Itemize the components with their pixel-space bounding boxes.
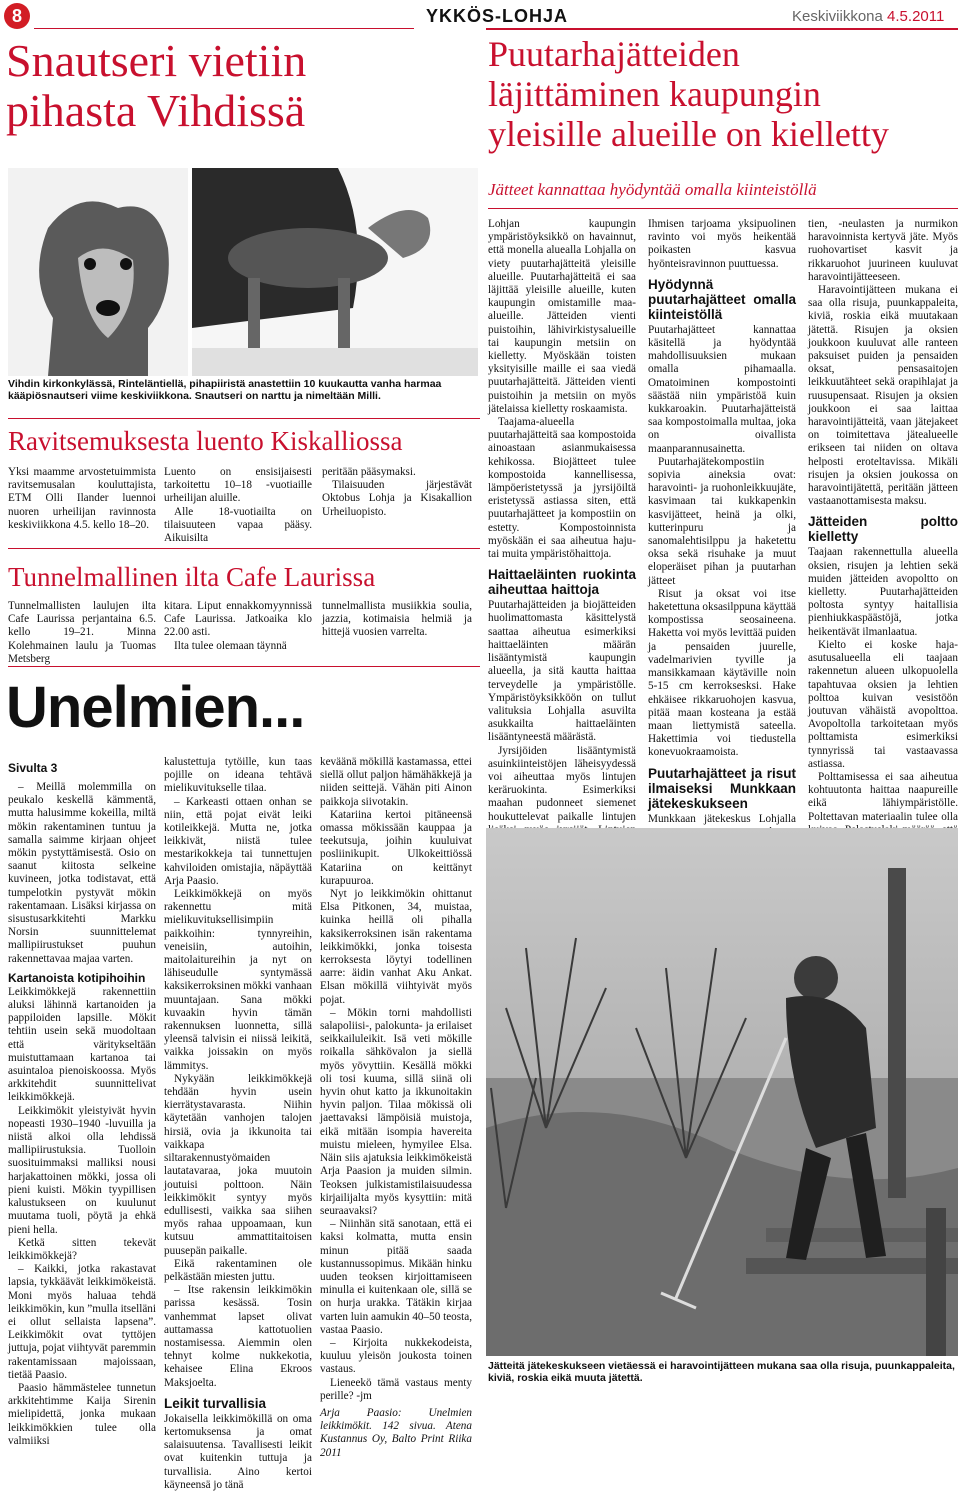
waste-col2-p5: Munkkaan jätekeskus Lohjalla bbox=[648, 812, 796, 825]
unelmien-col1-p1: – Meillä molemmilla on peukalo keskellä kämmentä, mutta halusimme kokeilla, miltä mökin rakentaminen tuntuu ja samalla saimme kirjaan ohjeet mökin pystyttämisestä. Osio on saanut kiitosta selkeine kuvineen, jotka todistavat, että tumpelotkin pystyvät mökin rakentamaan. Lisäksi kirjassa on sisustusarkkitehti Markku Norsin suunnittelemat mallipiirustukset puuhun rakennettavaa majaa varten. bbox=[8, 781, 156, 965]
unelmien-rule bbox=[8, 666, 480, 667]
waste-col1-p1: Lohjan kaupungin ympäristöyksikkö on havainnut, että monella aluealla Lohjalla on viety puutarhajätteitä yleisille alueille. Puutarhajätteitä ei saa läjittää yleisille alueille, kuten kaupungin omistamille maa-alueille. Jätteiden vienti puistoihin, lähivirkistysalueille tai kaupungin metsiin on kielletty. Myöskään toisten yksityisille maille ei saa viedä puutarhajätteitä. Jätteiden vienti puistoihin ja metsiin on myös jätelaissa kielletty roskaamista. bbox=[488, 218, 636, 415]
issue-date bbox=[792, 8, 944, 25]
dog-headline-line1: Snautseri vietiin bbox=[6, 35, 307, 86]
unelmien-col3-p3: Nyt jo leikkimökin ohittanut Elsa Pitkonen, 34, muistaa, kuinka heillä oli pihalla kaksikerroksinen isän rakentama leikkimökki, jonka toisesta kerroksesta löytyi todellinen aarre: äidin vanhat Aku Ankat. Elsan mökillä viihtyivät myös pojat. bbox=[320, 888, 472, 1006]
waste-subtitle: Jätteet kannattaa hyödyntää omalla kiinteistöllä bbox=[488, 180, 817, 199]
ravitse-col3-text-b: Tilaisuuden järjestävät Oktobus Lohja ja Kisakallion Urheiluopisto. bbox=[322, 479, 472, 518]
waste-col3-p2: Haravointijätteen mukana ei saa olla risuja, puunkappaleita, kiviä, roskia eikä muutakaan jätettä. Risujen ja oksien joukkoon kuuluvat alle ranteen paksuiset puiden ja pensaiden oksat, pensasaitojen leikkuutähteet sekä orapihlajat ja ruusupensaat. Risujen ja oksien joukkoon ei saa laittaa haravointijätteitä, vaan jätejakeet on toimitettava jätealueelle erikseen tai niiden on oltava helposti eroteltavissa. Mikäli risujen ja oksien joukossa on haravointijätettä, peritään jätteen vastaanottamisesta maksu. bbox=[808, 284, 958, 508]
waste-col2-p3: Puutarhajätekompostiin sopivia aineksia ovat: haravointi- ja ruohonleikkuujäte, kasvimaan tai kukkapenkin kasvijätteet, heinä ja olki, kutterinpuru ja sanomalehtisilppu ja haketettu oksa sekä risuhake ja muut eloperäiset pihan ja puutarhan jätteet bbox=[648, 455, 796, 587]
date-value: 4.5.2011 bbox=[887, 8, 945, 25]
unelmien-subhead-leikit: Leikit turvallisia bbox=[164, 1395, 267, 1411]
unelmien-col1-p2: Leikkimökkejä rakennettiin aluksi lähinnä kartanoiden ja pappiloiden lapsille. Mökit tehtiin usein sekä muodoltaan että väritykseltään muistuttamaan kartanoa tai asuintaloa pienoiskoossa. Myös arkkitehdit suunnittelivat leikkimökkejä. bbox=[8, 985, 156, 1104]
ravitse-col3 bbox=[322, 466, 472, 519]
ravitse-col3-text: peritään pääsymaksi. bbox=[322, 466, 416, 478]
unelmien-col3-p5: – Niinhän sitä sanotaan, että ei kaksi kolmatta, mutta ensin minun pitää saada kustannussopimus. Mikään hinku uuden teoksen kirjoittamiseen minulla ei kuitenkaan ole, sillä se on hurja urakka. Tätäkin kirjaa varten luin aamukin 40–50 teosta, vastaa Paasio. bbox=[320, 1218, 472, 1336]
masthead-rule-left bbox=[34, 28, 414, 29]
masthead-rule bbox=[486, 28, 958, 30]
unelmien-col3-p1: keväänä mökillä kastamassa, ettei siellä ollut paljon hämähäkkejä ja niiden seittejä. Vähän piti Ainon paikkoja siivotakin. bbox=[320, 756, 472, 808]
unelmien-col2 bbox=[164, 756, 312, 1491]
cafe-col3-text: tunnelmallista musiikkia soulia, jazzia, kotimaisia helmiä ja hittejä vuosien varrelta. bbox=[322, 600, 472, 639]
waste-col3-p5: Polttamisessa ei saa aiheutua kohtuutonta haittaa naapureille eikä lähiympäristölle. Poltettavan materiaalin tulee olla bbox=[808, 770, 958, 823]
ravitse-col2-text: Luento on ensisijaisesti tarkoitettu 10–18 -vuotiaille urheilijan aluille. bbox=[164, 466, 312, 505]
waste-col1-p2: Taajama-alueella puutarhajätteitä saa kompostoida ainoastaan asianmukaisessa kehikossa. Biojätteet tulee kompostoida kannellisessa, lämpöeristetyssä ja jyrsijöiltä eristetyssä astiassa siten, että puutarhajätteet ja kompostiin on estetty. Kompostoinnista myöskään ei saa aiheutua haju- tai muita ympäristöhaittoja. bbox=[488, 416, 636, 561]
waste-subhead-hyodynna: Hyödynnä puutarhajätteet omalla kiinteistöllä bbox=[648, 276, 796, 322]
ravitse-col1-text: Yksi maamme arvostetuimmista ravitsemusalan kouluttajista, ETM Olli Ilander luennoi nuoren urheilijan ravinnosta keskiviikkona 4.5. kello 18–20. bbox=[8, 466, 156, 531]
unelmien-col2-p6: – Itse rakensin leikkimökin parissa kesässä. Tosin vanhemmat lapset olivat auttamassa kattotuolien nostamisessa. Aiemmin olen tehnyt kolme nukkekotia, kehaisee Elina Ekroos Maksjoelta. bbox=[164, 1284, 312, 1389]
unelmien-col1-p6: Paasio hämmästelee tunnetun arkkitehtimme Kaija Sirenin mielipidettä, jonka mukaan leikkimökkien tulee olla valmiiksi bbox=[8, 1381, 156, 1447]
ravitse-headline: Ravitsemuksesta luento Kiskalliossa bbox=[8, 426, 403, 456]
date-label: Keskiviikkona bbox=[792, 8, 883, 25]
waste-col3-p3: Taajaan rakennettulla alueella oksien, risujen ja lehtien sekä muiden jätteiden avopoltto on kielletty. Puutarhajätteiden poltosta syntyy haitallisia pienhiukkaspäästöjä, jotka heikentävät ilmanlaatua. bbox=[808, 546, 958, 638]
unelmien-col1-p5: – Kaikki, jotka rakastavat lapsia, tykkäävät leikkimökeistä. Moni myös haluaa tehdä leikkimökin, kun ”mulla itselläni ei ollut sellaista lapsena”. Leikkimökit ovat tyttöjen juttuja, pojat viihtyvät paremmin rakentamissaan majoissaan, tietää Paasio. bbox=[8, 1263, 156, 1381]
waste-col3-p1: tien, -neulasten ja nurmikon haravoinnista kertyvä jäte. Myös ruohovartiset kasvit ja rikkaruohot juurineen kuuluvat haravointijätteeseen. bbox=[808, 218, 958, 283]
waste-rule bbox=[488, 208, 958, 209]
page-number-badge: 8 bbox=[4, 3, 30, 29]
dog-photo-caption: Vihdin kirkonkylässä, Rinteläntiellä, pihapiiristä anastettiin 10 kuukautta vanha harmaa kääpiösnautseri viime keskiviikkona. Snautseri on narttu ja nimeltään Milli. bbox=[8, 378, 442, 402]
unelmien-kicker: Sivulta 3 bbox=[8, 761, 58, 775]
waste-col1 bbox=[488, 218, 636, 823]
unelmien-col2-p4: Nykyään leikkimökkejä tehdään hyvin usein kierrätystavarasta. Niihin käytetään vanhojen talojen hirsiä, ovia ja ikkunoita tai vaikkapa siltarakennustyömaiden lautatavaraa, joka muutoin joutuisi polttoon. Näin leikkimökit syntyy myös edullisesti, vaikka saa siihen myös rahaa uppoamaan, kun kutsuu ammattitaitoisen puusepän paikalle. bbox=[164, 1072, 312, 1257]
waste-subhead-haittaelaimet: Haittaeläinten ruokinta aiheuttaa haittoja bbox=[488, 567, 636, 598]
unelmien-col2-p5: Eikä rakentaminen ole pelkästään miesten juttu. bbox=[164, 1257, 312, 1283]
ravitse-col1 bbox=[8, 466, 156, 532]
waste-col1-p4: Jyrsijöiden lisääntymistä asuinkiinteistöjen läheisyydessä voi aiheuttaa myös lintujen keräruokinta. Esimerkiksi maahan pudonneet siemenet houkuttelevat paikalle lintujen bbox=[488, 744, 636, 823]
newspaper-name: YKKÖS-LOHJA bbox=[426, 6, 569, 26]
unelmien-col2-p3: Leikkimökkejä on myös rakennettu mitä mielikuvituksellisimpiin paikkoihin: tynnyreihin, veneisiin, autoihin, maitolaitureihin ja nyt on lähiseudulle syntymässä kaksikerroksinen mökki vanhaan muuntajaan. Sana mökki kuvaakin hyvin tämän rakennuksen luonnetta, sillä yleensä talvisin ei niissä leikitä, vaikka joissakin on myös lämmitys. bbox=[164, 888, 312, 1072]
unelmien-subhead-kartanoista: Kartanoista kotipihoihin bbox=[8, 970, 146, 985]
unelmien-col3-p6: – Kirjoita nukkekodeista, kuuluu yleisön joukosta toinen vastaus. bbox=[320, 1336, 472, 1376]
waste-headline-line2: läjittäminen kaupungin bbox=[488, 74, 821, 114]
cafe-col3 bbox=[322, 600, 472, 640]
unelmien-col2-p2: – Karkeasti ottaen onhan se niin, että pojat eivät leiki kotileikkejä. Mutta ne, jotka leikkivät, niistä tulee mestarikokkeja tai tunnettujen kahviloiden omistajia, näpäyttää Arja Paasio. bbox=[164, 795, 312, 887]
waste-subhead-munkkaa: Puutarhajätteet ja risut ilmaiseksi Munkkaan jätekeskukseen bbox=[648, 765, 796, 811]
cafe-headline: Tunnelmallinen ilta Cafe Laurissa bbox=[8, 562, 376, 592]
cafe-rule bbox=[8, 548, 480, 549]
dog-photo-image bbox=[8, 168, 478, 376]
dog-headline bbox=[6, 36, 426, 136]
waste-col2-p1: Ihmisen tarjoama yksipuolinen ravinto voi myös heikentää poikasten kasvua hyönteisravinnon puuttuessa. bbox=[648, 218, 796, 270]
waste-headline-line1: Puutarhajätteiden bbox=[488, 34, 740, 74]
unelmien-col3-p2: Katariina kertoi pitäneensä omassa mökissään kauppaa ja teekutsuja, joihin kuuluivat posliinikupit. Ulkokeittiössä Katariina on keittänyt kurapuuroa. bbox=[320, 808, 472, 887]
waste-col2-p2: Puutarhajätteet kannattaa käsitellä ja hyödyntää mahdollisuuksien mukaan omalla pihamaalla. Omatoiminen kompostointi säästää niin ympäristöä kuin kukkaroakin. Puutarhajätteistä saa kompostoimalla multaa, joka on oivallista maanparannusainetta. bbox=[648, 323, 796, 455]
cafe-col2-text: kitara. Liput ennakkomyynnissä Cafe Laurissa. Jatkoaika klo 22.00 asti. bbox=[164, 600, 312, 639]
unelmien-col2-p7: Jokaisella leikkimökillä on oma kertomuksensa ja omat salaisuutensa. Tavallisesti leikit ovat kuitenkin tuttuja ja turvallisia. Aino kertoi käyneensä jo tänä bbox=[164, 1412, 312, 1491]
ravitse-col2-text-b: Alle 18-vuotiailta on tilaisuuteen vapaa pääsy. Aikuisilta bbox=[164, 505, 312, 545]
unelmien-col1 bbox=[8, 756, 156, 1447]
raking-photo-image bbox=[486, 828, 958, 1356]
ravitse-col2 bbox=[164, 466, 312, 545]
waste-col2-p4: Risut ja oksat voi itse haketettuna oksasilppuna käyttää kompostissa seosaineena. Haketta voi myös levittää puiden ja pensaiden juurelle, vadelmarivien tyville ja mansikkamaan käytäville noin 5-15 cm kerroksesksi. Hake ehkäisee rikkaruohojen kasvua, pitää maan kosteana ja estää maan liettymistä sateella. Hakettimia voi tiedustella konevuokraamoista. bbox=[648, 587, 796, 759]
waste-col3-p4: Kielto ei koske haja-asutusalueella eli taajaan rakennetun alueen ulkopuolella tapahtuvaa oksien ja lehtien polttoa kuivan vesistöön joutuvan vähäistä avopolttoa. Avopoltolla tarkoitetaan myös polttamista esimerkiksi tynnyrissä tai vastaavassa astiassa. bbox=[808, 638, 958, 770]
unelmien-col3-p7: Lieneekö tämä vastaus menty perille? -jm bbox=[320, 1376, 472, 1402]
waste-col2 bbox=[648, 218, 796, 825]
cafe-col2-text-b: Ilta tulee olemaan täynnä bbox=[174, 639, 287, 652]
unelmien-col2-p1: kalustettuja tytöille, kun taas pojille on ideana tehtävä mielikuvitukselle tilaa. bbox=[164, 756, 312, 795]
raking-photo bbox=[486, 828, 958, 1356]
waste-headline bbox=[488, 34, 958, 154]
unelmien-col1-p3: Leikkimökit yleistyivät hyvin nopeasti 1930–1940 -luvuilla ja niistä alkoi olla lehdissä mallipiirustuksia. Tuolloin suosituimmaksi malliksi nousi harjakattoinen mökki, jossa oli pieni kuisti. Mökin tyypillisen kalustukseen on kuulunut muutama tuoli, pöytä ja ehkä pieni hella. bbox=[8, 1104, 156, 1236]
unelmien-book-source: Arja Paasio: Unelmien leikkimökit. 142 sivua. Atena Kustannus Oy, Balto Print Riika 2011 bbox=[320, 1406, 472, 1459]
ravitse-rule bbox=[8, 418, 480, 419]
waste-headline-line3: yleisille alueille on kielletty bbox=[488, 114, 889, 154]
waste-col3 bbox=[808, 218, 958, 823]
unelmien-col3 bbox=[320, 756, 472, 1459]
dog-photo bbox=[8, 168, 478, 376]
waste-col1-p3: Puutarhajätteiden ja biojätteiden huolimattomasta käsittelystä saattaa aiheutua esimerkiksi haittaeläinten määrän lisääntymistä kaupungin alueella, ja sitä kautta haittaa terveydelle ja ympäristölle. Ympäristöyksikköön on tullut valituksia Lohjalla asuvilta asukkailta haittaeläinten lisääntyneestä määrästä. bbox=[488, 599, 636, 744]
cafe-col1 bbox=[8, 600, 156, 666]
cafe-col1-text: Tunnelmallisten laulujen ilta Cafe Laurissa perjantaina 6.5. kello 19–21. Minna Kolehmainen laulu ja Tuomas Metsberg bbox=[8, 600, 156, 665]
cafe-col2 bbox=[164, 600, 312, 653]
unelmien-col3-p4: – Mökin torni mahdollisti salapoliisi-, palokunta- ja erilaiset seikkailuleikit. Isä veti mökille roikalla sähkövalon ja siellä myös yövyttiin. Kesällä mökki oli tosi kuuma, sillä siinä oli hyvin ohut katto ja ikkunoitakin hyvin paljon. Tilaa mökissä oli jaettavaksi lämpöisiä muistoja, eikä mitään isompia havereita muistu mieleen, hymyilee Elsa. Näin siis ajatuksia leikkimökeistä Arja Paasion ja muiden silmin. Teoksen julkistamistilaisuudessa kirjailijalta myös kysyttiin: mitä seuraavaksi? bbox=[320, 1006, 472, 1217]
raking-photo-caption: Jätteitä jätekeskukseen vietäessä ei haravointijätteen mukana saa olla risuja, puunkappaleita, kiviä, roskia eikä muuta jätettä. bbox=[488, 1360, 955, 1384]
waste-subhead-poltto: Jätteiden poltto kielletty bbox=[808, 514, 958, 545]
unelmien-col1-p4: Ketkä sitten tekevät leikkimökkejä? bbox=[8, 1236, 156, 1262]
dog-headline-line2: pihasta Vihdissä bbox=[6, 85, 306, 136]
unelmien-headline: Unelmien... bbox=[6, 675, 305, 740]
